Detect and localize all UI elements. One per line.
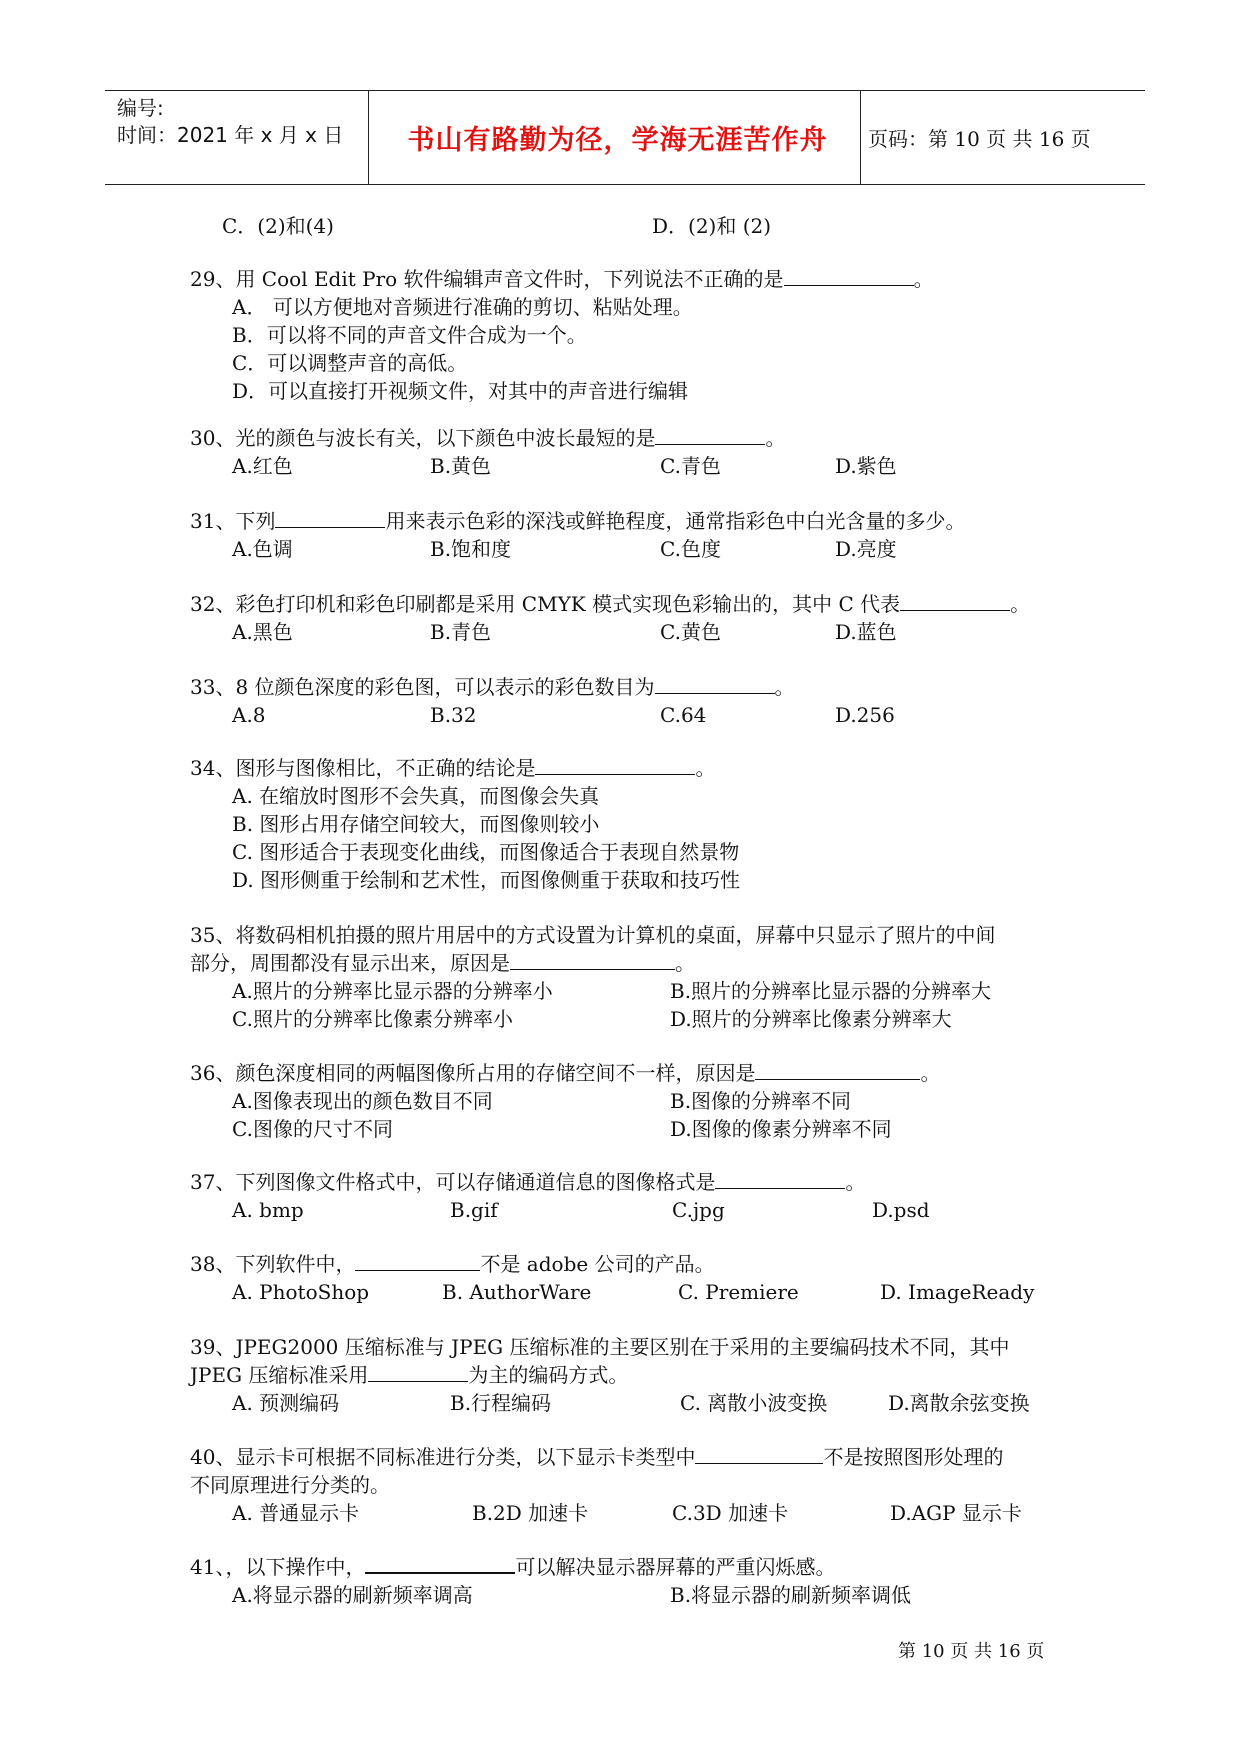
- option: B.gif: [450, 1198, 498, 1222]
- question-stem: 31、下列: [190, 509, 276, 533]
- question-stem-end: 。: [675, 951, 695, 975]
- option: C. Premiere: [678, 1280, 799, 1304]
- question-stem: 不同原理进行分类的。: [190, 1473, 390, 1497]
- question-stem: 35、将数码相机拍摄的照片用居中的方式设置为计算机的桌面，屏幕中只显示了照片的中间: [190, 923, 996, 947]
- question-stem: 32、彩色打印机和彩色印刷都是采用 CMYK 模式实现色彩输出的，其中 C 代表: [190, 592, 901, 616]
- option: B.黄色: [430, 454, 492, 478]
- answer-blank: [365, 1554, 515, 1574]
- question-38: [190, 1250, 715, 1278]
- option: B.2D 加速卡: [472, 1501, 589, 1525]
- answer-blank: [275, 509, 385, 528]
- option: B.将显示器的刷新频率调低: [670, 1583, 912, 1607]
- option: B．可以将不同的声音文件合成为一个。: [232, 323, 587, 347]
- page-footer: 第 10 页 共 16 页: [898, 1641, 1045, 1662]
- answer-blank: [655, 426, 765, 445]
- answer-blank: [715, 1170, 845, 1189]
- answer-blank: [355, 1252, 480, 1271]
- option: C.照片的分辨率比像素分辨率小: [232, 1007, 513, 1031]
- option: C. 图形适合于表现变化曲线，而图像适合于表现自然景物: [232, 840, 740, 864]
- header-motto: 书山有路勤为径，学海无涯苦作舟: [407, 125, 828, 156]
- question-stem-end: 。: [913, 267, 934, 291]
- question-34: [190, 754, 715, 782]
- answer-blank: [784, 267, 914, 286]
- option: D.AGP 显示卡: [890, 1501, 1022, 1525]
- header-divider: [860, 91, 861, 184]
- option: B.照片的分辨率比显示器的分辨率大: [670, 979, 992, 1003]
- question-stem: 36、颜色深度相同的两幅图像所占用的存储空间不一样，原因是: [190, 1061, 756, 1085]
- option: B. 图形占用存储空间较大，而图像则较小: [232, 812, 600, 836]
- option: D.图像的像素分辨率不同: [670, 1117, 892, 1141]
- answer-blank: [368, 1363, 468, 1382]
- question-stem-end: 。: [774, 675, 795, 699]
- question-stem: JPEG 压缩标准采用: [190, 1363, 369, 1387]
- option: B.行程编码: [450, 1391, 552, 1415]
- question-stem-end: 为主的编码方式。: [468, 1363, 629, 1387]
- answer-blank: [755, 1061, 920, 1080]
- question-33: [190, 673, 795, 701]
- option: D．可以直接打开视频文件，对其中的声音进行编辑: [232, 379, 689, 403]
- number-label: 编号:: [117, 96, 164, 120]
- question-32: [190, 590, 1030, 618]
- option: D.离散余弦变换: [888, 1391, 1030, 1415]
- option: B.青色: [430, 620, 492, 644]
- header-meta: [117, 95, 343, 149]
- question-stem: 部分，周围都没有显示出来，原因是: [190, 951, 510, 975]
- option: D.亮度: [835, 537, 897, 561]
- option: D.紫色: [835, 454, 897, 478]
- question-40: [190, 1443, 1003, 1499]
- option: C. 离散小波变换: [680, 1391, 828, 1415]
- question-stem: 34、图形与图像相比，不正确的结论是: [190, 756, 536, 780]
- answer-blank: [510, 951, 675, 970]
- option: A.8: [232, 703, 266, 727]
- option: C.色度: [660, 537, 721, 561]
- question-stem: 38、下列软件中，: [190, 1252, 356, 1276]
- option: C.3D 加速卡: [672, 1501, 789, 1525]
- question-stem-end: 。: [1010, 592, 1031, 616]
- answer-blank: [655, 675, 775, 694]
- question-stem-end: 。: [765, 426, 786, 450]
- question-stem: 40、显示卡可根据不同标准进行分类，以下显示卡类型中: [190, 1445, 696, 1469]
- question-stem-end: 。: [695, 756, 716, 780]
- question-37: [190, 1168, 865, 1196]
- question-stem-end: 不是 adobe 公司的产品。: [480, 1252, 715, 1276]
- option: A. bmp: [232, 1198, 304, 1222]
- option: A． 可以方便地对音频进行准确的剪切、粘贴处理。: [232, 295, 693, 319]
- option: A. 预测编码: [232, 1391, 340, 1415]
- question-stem: 41、，以下操作中，: [190, 1555, 366, 1579]
- time-label: 时间：2021 年 x 月 x 日: [117, 123, 344, 147]
- option: D.照片的分辨率比像素分辨率大: [670, 1007, 952, 1031]
- question-41: [190, 1553, 835, 1581]
- question-stem: 29、用 Cool Edit Pro 软件编辑声音文件时，下列说法不正确的是: [190, 267, 784, 291]
- option: D. 图形侧重于绘制和艺术性，而图像侧重于获取和技巧性: [232, 868, 741, 892]
- option: A.色调: [232, 537, 293, 561]
- question-stem: 39、JPEG2000 压缩标准与 JPEG 压缩标准的主要区别在于采用的主要编码技术不同，其中: [190, 1335, 1010, 1359]
- option: C．(2)和(4): [222, 214, 334, 238]
- option: C.青色: [660, 454, 721, 478]
- question-stem: 30、光的颜色与波长有关，以下颜色中波长最短的是: [190, 426, 656, 450]
- option: A. 普通显示卡: [232, 1501, 360, 1525]
- option: D.psd: [872, 1198, 930, 1222]
- option: A.照片的分辨率比显示器的分辨率小: [232, 979, 553, 1003]
- option: C.64: [660, 703, 707, 727]
- question-29: [190, 265, 934, 293]
- header-page-info: 页码：第 10 页 共 16 页: [868, 127, 1091, 151]
- answer-blank: [900, 592, 1010, 611]
- question-30: [190, 424, 785, 452]
- question-39: [190, 1333, 1010, 1389]
- question-stem: 33、8 位颜色深度的彩色图，可以表示的彩色数目为: [190, 675, 655, 699]
- question-stem-end: 可以解决显示器屏幕的严重闪烁感。: [515, 1555, 836, 1579]
- option: A. PhotoShop: [232, 1280, 370, 1304]
- option: C.图像的尺寸不同: [232, 1117, 393, 1141]
- option: B.图像的分辨率不同: [670, 1089, 852, 1113]
- question-36: [190, 1059, 940, 1087]
- option: A.红色: [232, 454, 293, 478]
- question-stem-end: 用来表示色彩的深浅或鲜艳程度，通常指彩色中白光含量的多少。: [385, 509, 966, 533]
- answer-blank: [535, 756, 695, 775]
- option: B.饱和度: [430, 537, 512, 561]
- option: C.jpg: [672, 1198, 725, 1222]
- option: B. AuthorWare: [442, 1280, 592, 1304]
- header-divider: [368, 91, 369, 184]
- question-stem-end: 不是按照图形处理的: [823, 1445, 1004, 1469]
- option: C．可以调整声音的高低。: [232, 351, 468, 375]
- question-stem: 37、下列图像文件格式中，可以存储通道信息的图像格式是: [190, 1170, 716, 1194]
- option: B.32: [430, 703, 477, 727]
- option: A.黑色: [232, 620, 293, 644]
- option: A.将显示器的刷新频率调高: [232, 1583, 473, 1607]
- question-35: [190, 921, 995, 977]
- option: A. 在缩放时图形不会失真，而图像会失真: [232, 784, 600, 808]
- question-stem-end: 。: [845, 1170, 866, 1194]
- option: D.蓝色: [835, 620, 897, 644]
- answer-blank: [695, 1445, 823, 1464]
- question-31: [190, 507, 965, 535]
- option: D. ImageReady: [880, 1280, 1035, 1304]
- option: A.图像表现出的颜色数目不同: [232, 1089, 493, 1113]
- page-header: [105, 90, 1145, 185]
- option: D．(2)和 (2): [652, 214, 772, 238]
- question-stem-end: 。: [920, 1061, 941, 1085]
- option: D.256: [835, 703, 895, 727]
- option: C.黄色: [660, 620, 721, 644]
